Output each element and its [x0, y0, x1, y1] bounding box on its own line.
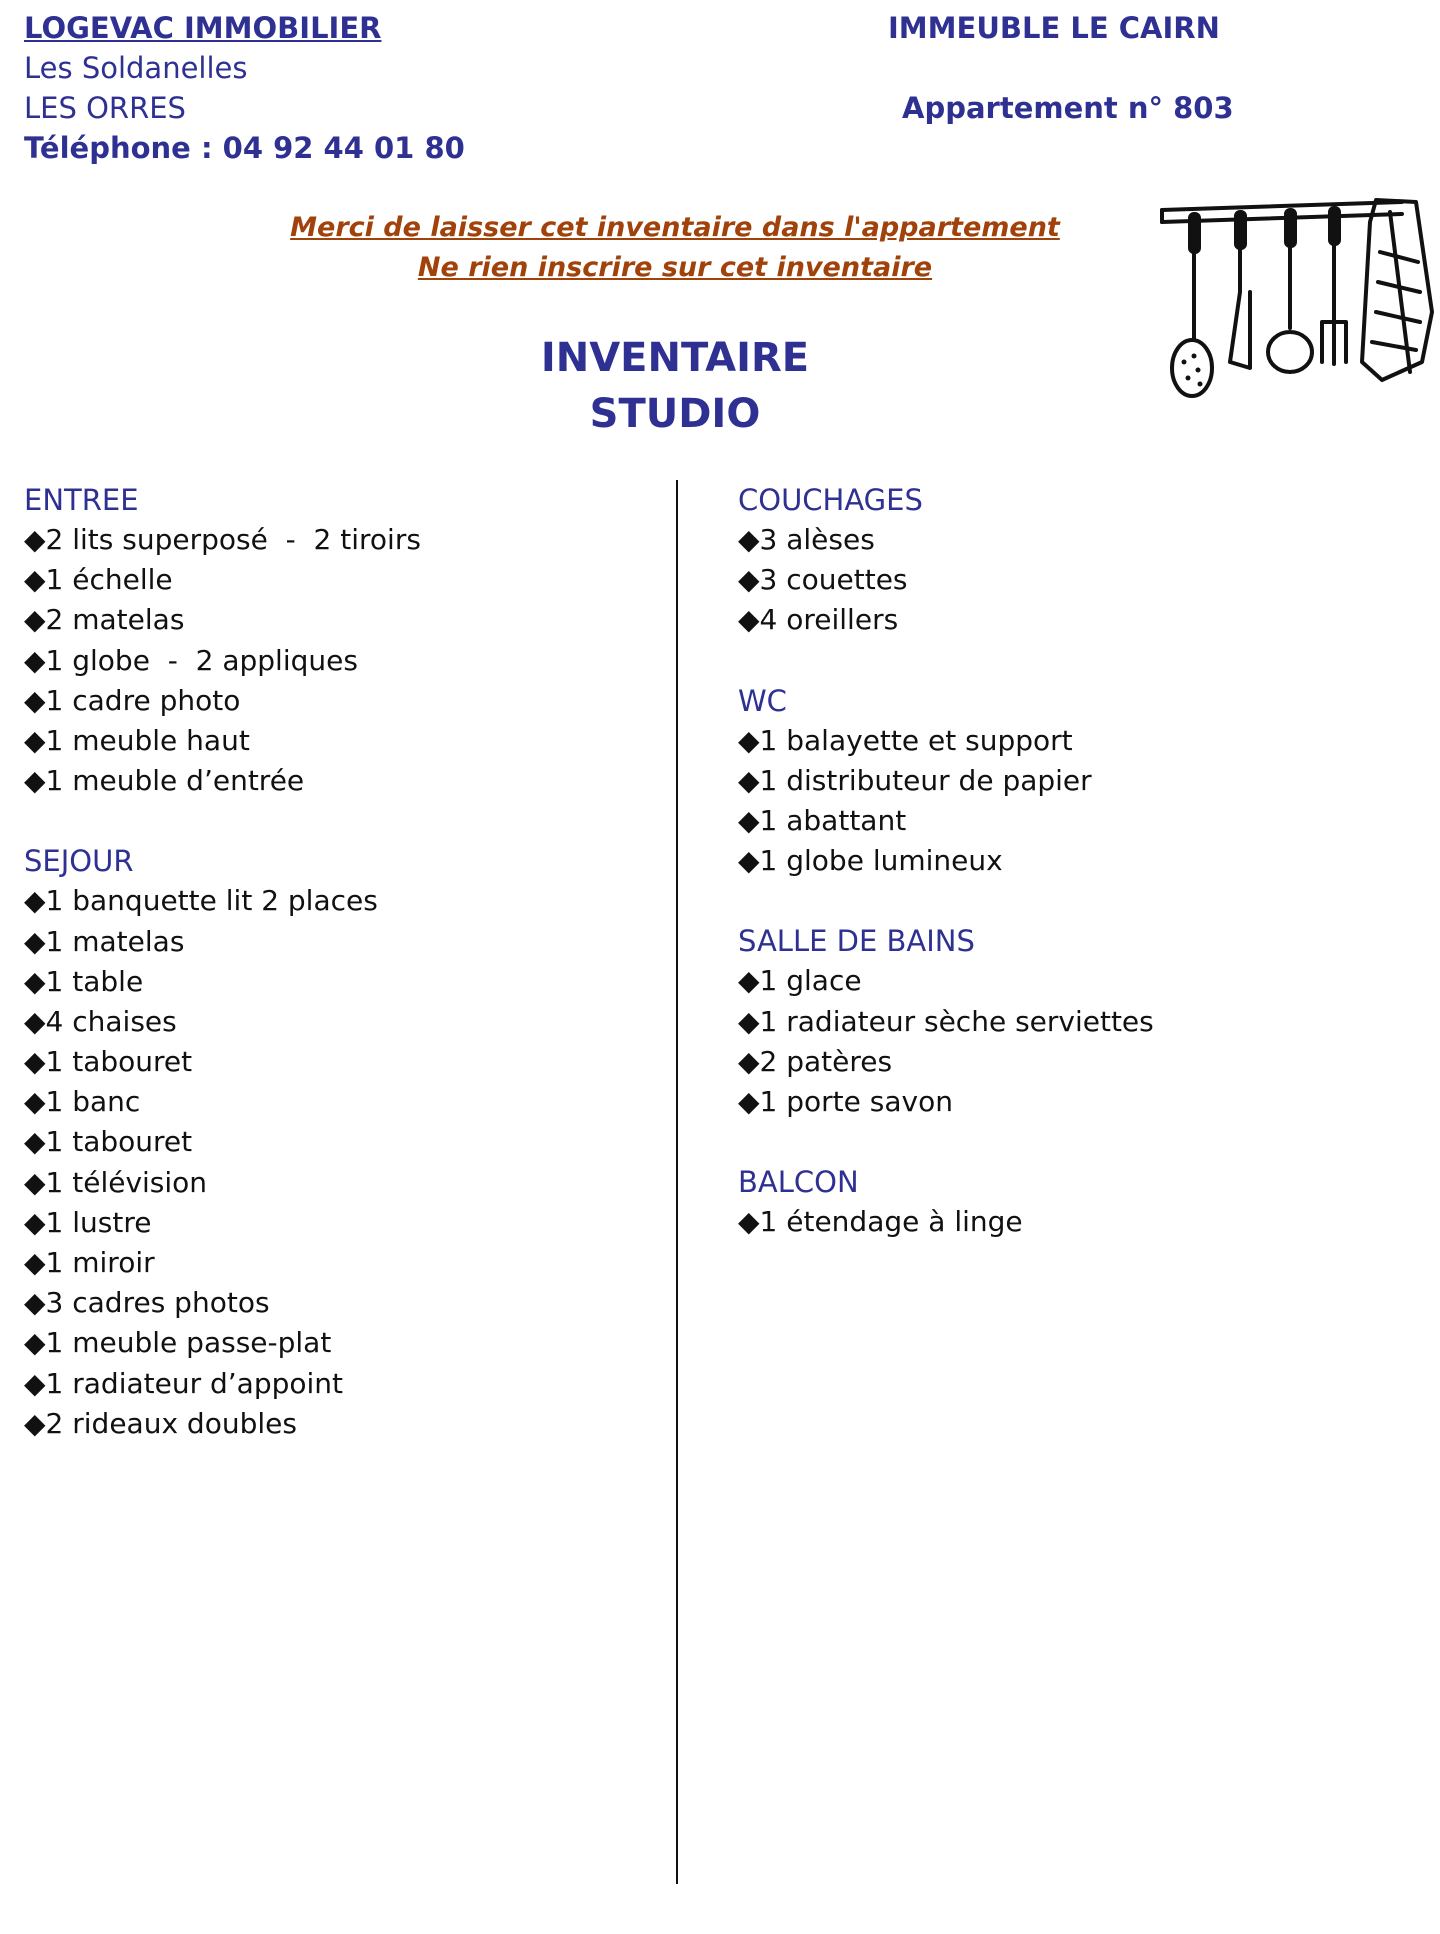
agency-phone: Téléphone : 04 92 44 01 80 [24, 131, 465, 165]
inventory-item: ◆2 rideaux doubles [24, 1406, 297, 1440]
section-title: COUCHAGES [738, 483, 923, 517]
column-divider [676, 480, 678, 1884]
inventory-item: ◆1 meuble haut [24, 723, 250, 757]
inventory-item: ◆3 couettes [738, 563, 908, 597]
inventory-section [738, 480, 1338, 641]
inventory-item: ◆1 échelle [24, 563, 173, 597]
agency-address-line1: Les Soldanelles [24, 51, 248, 85]
inventory-item: ◆1 radiateur d’appoint [24, 1366, 344, 1400]
inventory-item: ◆1 lustre [24, 1205, 152, 1239]
section-title: WC [738, 683, 787, 718]
inventory-item: ◆1 balayette et support [738, 723, 1073, 757]
inventory-item: ◆1 meuble passe-plat [24, 1326, 332, 1360]
building-name: IMMEUBLE LE CAIRN [888, 11, 1220, 45]
inventory-item: ◆1 miroir [24, 1246, 155, 1279]
inventory-item: ◆1 meuble d’entrée [24, 764, 305, 798]
inventory-item: ◆1 matelas [24, 924, 185, 958]
kitchen-utensils-rack-icon [1150, 192, 1440, 402]
inventory-item: ◆1 radiateur sèche serviettes [738, 1004, 1154, 1038]
inventory-item: ◆4 chaises [24, 1004, 177, 1038]
section-title: ENTREE [24, 483, 139, 517]
inventory-item: ◆2 lits superposé - 2 tiroirs [24, 523, 421, 556]
left-column [24, 480, 624, 1484]
inventory-section [24, 480, 624, 801]
page-title [440, 330, 910, 442]
inventory-item: ◆2 matelas [24, 603, 185, 637]
inventory-item: ◆1 abattant [738, 803, 907, 837]
section-title: BALCON [738, 1165, 859, 1200]
inventory-item: ◆1 banc [24, 1085, 141, 1119]
notice-block [240, 208, 1110, 288]
inventory-section [738, 921, 1338, 1122]
inventory-item: ◆3 alèses [738, 523, 875, 556]
apartment-number: Appartement n° 803 [902, 91, 1234, 125]
section-title: SALLE DE BAINS [738, 924, 975, 959]
inventory-item: ◆1 cadre photo [24, 683, 241, 717]
inventory-item: ◆1 tabouret [24, 1045, 193, 1079]
inventory-item: ◆1 banquette lit 2 places [24, 884, 378, 918]
inventory-section [738, 1162, 1338, 1242]
inventory-item: ◆2 patères [738, 1044, 893, 1078]
inventory-item: ◆3 cadres photos [24, 1286, 270, 1320]
inventory-item: ◆1 globe - 2 appliques [24, 643, 358, 677]
inventory-item: ◆4 oreillers [738, 603, 899, 637]
inventory-item: ◆1 table [24, 964, 144, 998]
notice-line2: Ne rien inscrire sur cet inventaire [417, 252, 933, 283]
section-title: SEJOUR [24, 844, 134, 879]
agency-name: LOGEVAC IMMOBILIER [24, 11, 382, 45]
inventory-item: ◆1 tabouret [24, 1125, 193, 1159]
title-line2: STUDIO [589, 391, 761, 437]
agency-block [24, 8, 465, 168]
title-line1: INVENTAIRE [540, 335, 810, 381]
inventory-item: ◆1 globe lumineux [738, 844, 1003, 878]
notice-line1: Merci de laisser cet inventaire dans l'appartement [290, 212, 1060, 243]
agency-address-line2: LES ORRES [24, 91, 186, 125]
inventory-section [24, 841, 624, 1444]
inventory-item: ◆1 étendage à linge [738, 1205, 1023, 1239]
inventory-item: ◆1 distributeur de papier [738, 763, 1092, 797]
inventory-item: ◆1 glace [738, 964, 862, 998]
right-column [738, 480, 1338, 1282]
inventory-item: ◆1 télévision [24, 1165, 208, 1199]
inventory-section [738, 681, 1338, 882]
inventory-item: ◆1 porte savon [738, 1084, 953, 1118]
